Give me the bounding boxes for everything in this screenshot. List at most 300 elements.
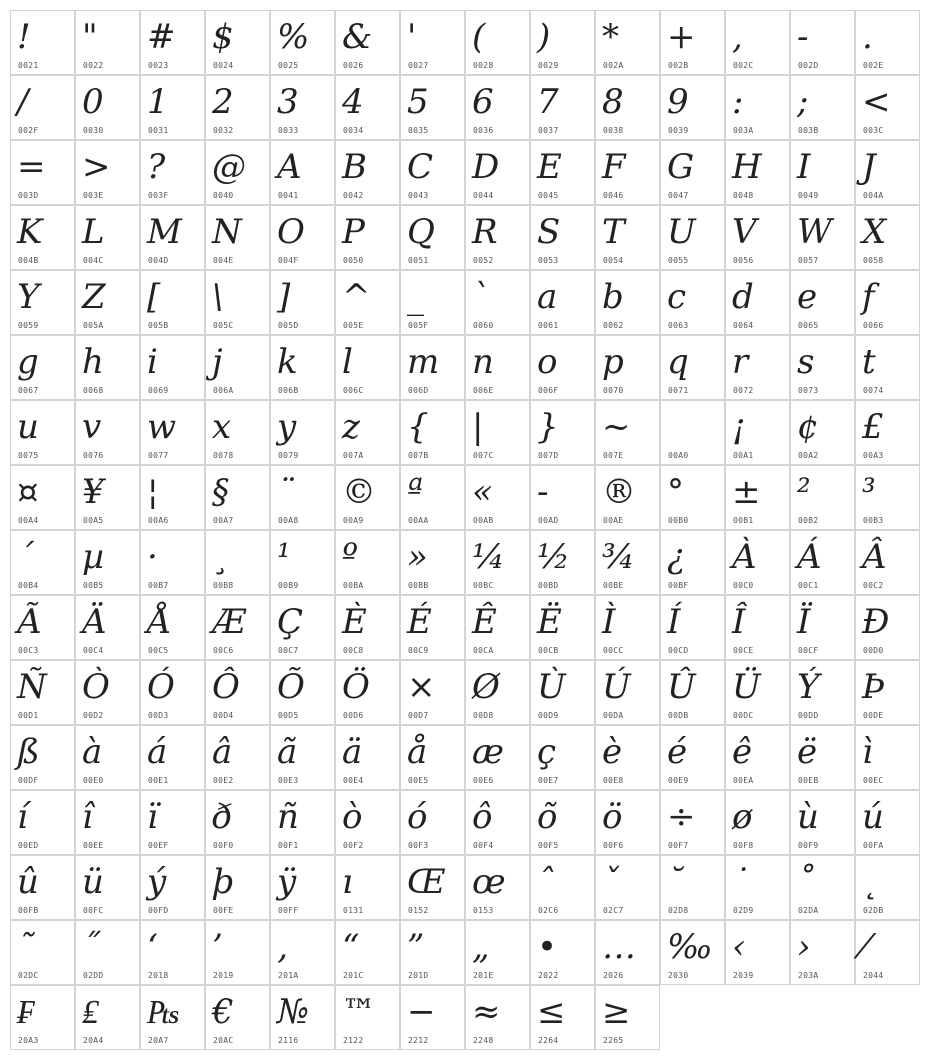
glyph-cell [855, 335, 920, 400]
glyph-cell [660, 790, 725, 855]
glyph-codepoint: 2030 [668, 971, 689, 980]
glyph-char: ¿ [667, 537, 686, 577]
glyph-char: Y [17, 277, 40, 317]
glyph-cell [660, 75, 725, 140]
glyph-cell [725, 790, 790, 855]
glyph-codepoint: 00A0 [668, 451, 689, 460]
glyph-char: h [82, 342, 104, 382]
glyph-codepoint: 0065 [798, 321, 819, 330]
glyph-codepoint: 00F0 [213, 841, 234, 850]
glyph-char: á [147, 732, 168, 772]
glyph-char: 9 [667, 82, 689, 122]
glyph-char: ï [147, 797, 158, 837]
glyph-codepoint: 00F8 [733, 841, 754, 850]
glyph-codepoint: 0066 [863, 321, 884, 330]
glyph-char: § [212, 472, 229, 512]
glyph-codepoint: 2116 [278, 1036, 299, 1045]
glyph-char: ˛ [862, 862, 879, 902]
glyph-char: ¤ [17, 472, 39, 512]
glyph-char: Ü [732, 667, 761, 707]
glyph-codepoint: 00BF [668, 581, 689, 590]
glyph-char: n [472, 342, 494, 382]
glyph-cell [400, 595, 465, 660]
glyph-codepoint: 004E [213, 256, 234, 265]
glyph-char: ° [667, 472, 684, 512]
glyph-char: J [862, 147, 876, 187]
glyph-char: ˜ [17, 927, 34, 967]
glyph-char: - [797, 17, 809, 57]
glyph-char: * [602, 17, 619, 57]
glyph-codepoint: 00A2 [798, 451, 819, 460]
glyph-codepoint: 201A [278, 971, 299, 980]
glyph-char: » [407, 537, 428, 577]
glyph-cell [140, 335, 205, 400]
glyph-codepoint: 0152 [408, 906, 429, 915]
glyph-char: ₧ [147, 992, 181, 1032]
glyph-char: ˚ [797, 862, 814, 902]
glyph-cell [595, 75, 660, 140]
glyph-cell [725, 725, 790, 790]
glyph-cell [335, 595, 400, 660]
glyph-cell [855, 530, 920, 595]
glyph-char: ≤ [537, 992, 566, 1032]
glyph-cell [790, 855, 855, 920]
glyph-cell [270, 790, 335, 855]
glyph-char: Æ [212, 602, 247, 642]
glyph-cell [140, 75, 205, 140]
glyph-cell [725, 595, 790, 660]
glyph-char: ± [732, 472, 761, 512]
glyph-cell [855, 855, 920, 920]
glyph-cell [725, 270, 790, 335]
glyph-codepoint: 00A8 [278, 516, 299, 525]
glyph-cell [595, 140, 660, 205]
glyph-char: 5 [407, 82, 429, 122]
glyph-codepoint: 00C6 [213, 646, 234, 655]
glyph-char: „ [472, 927, 490, 967]
glyph-cell [75, 660, 140, 725]
glyph-cell [660, 205, 725, 270]
glyph-char: ø [732, 797, 753, 837]
glyph-codepoint: 0060 [473, 321, 494, 330]
glyph-codepoint: 0051 [408, 256, 429, 265]
glyph-codepoint: 00AA [408, 516, 429, 525]
glyph-cell [595, 205, 660, 270]
glyph-char: ~ [602, 407, 631, 447]
glyph-codepoint: 006C [343, 386, 364, 395]
glyph-char: í [17, 797, 28, 837]
glyph-codepoint: 00C0 [733, 581, 754, 590]
glyph-codepoint: 0024 [213, 61, 234, 70]
glyph-codepoint: 00F1 [278, 841, 299, 850]
glyph-cell [335, 465, 400, 530]
glyph-char: ³ [862, 472, 876, 512]
glyph-char: ^ [342, 277, 371, 317]
glyph-codepoint: 2039 [733, 971, 754, 980]
glyph-codepoint: 006D [408, 386, 429, 395]
glyph-char: æ [472, 732, 504, 772]
glyph-char: I [797, 147, 811, 187]
glyph-codepoint: 0042 [343, 191, 364, 200]
glyph-char: Õ [277, 667, 305, 707]
glyph-cell [205, 790, 270, 855]
glyph-char: U [667, 212, 696, 252]
glyph-char: 1 [147, 82, 169, 122]
glyph-codepoint: 02D9 [733, 906, 754, 915]
glyph-char: t [862, 342, 876, 382]
glyph-codepoint: 00FB [18, 906, 39, 915]
glyph-char: × [407, 667, 436, 707]
glyph-codepoint: 00D5 [278, 711, 299, 720]
glyph-cell [725, 660, 790, 725]
glyph-char: ½ [537, 537, 570, 577]
glyph-char: Ý [797, 667, 820, 707]
glyph-cell [595, 10, 660, 75]
glyph-codepoint: 2248 [473, 1036, 494, 1045]
glyph-char: ® [602, 472, 636, 512]
glyph-char: = [17, 147, 46, 187]
glyph-char: № [277, 992, 310, 1032]
glyph-cell [140, 790, 205, 855]
glyph-char: Þ [862, 667, 885, 707]
glyph-cell [855, 920, 920, 985]
glyph-char: { [407, 407, 429, 447]
glyph-char: C [407, 147, 434, 187]
glyph-char: ⁄ [862, 927, 868, 967]
glyph-cell [530, 335, 595, 400]
glyph-cell [725, 465, 790, 530]
glyph-cell [335, 400, 400, 465]
glyph-grid [10, 10, 920, 1050]
glyph-cell [10, 920, 75, 985]
glyph-cell [140, 660, 205, 725]
glyph-codepoint: 0055 [668, 256, 689, 265]
glyph-codepoint: 00CD [668, 646, 689, 655]
glyph-codepoint: 0027 [408, 61, 429, 70]
glyph-char: H [732, 147, 762, 187]
glyph-cell [140, 140, 205, 205]
glyph-cell [660, 465, 725, 530]
glyph-char: z [342, 407, 360, 447]
glyph-cell [270, 530, 335, 595]
glyph-codepoint: 00E6 [473, 776, 494, 785]
glyph-char: P [342, 212, 365, 252]
glyph-cell [270, 270, 335, 335]
glyph-cell [530, 725, 595, 790]
glyph-cell [270, 335, 335, 400]
glyph-char: p [602, 342, 624, 382]
glyph-cell [400, 270, 465, 335]
glyph-char: ] [277, 277, 291, 317]
glyph-char: Ë [537, 602, 562, 642]
glyph-cell [465, 790, 530, 855]
glyph-cell [10, 725, 75, 790]
glyph-char: ¡ [732, 407, 746, 447]
glyph-char: i [147, 342, 158, 382]
glyph-cell [790, 270, 855, 335]
glyph-cell [725, 75, 790, 140]
glyph-codepoint: 02DD [83, 971, 104, 980]
glyph-codepoint: 0030 [83, 126, 104, 135]
glyph-cell [140, 530, 205, 595]
glyph-codepoint: 0054 [603, 256, 624, 265]
glyph-char: u [17, 407, 39, 447]
glyph-codepoint: 002C [733, 61, 754, 70]
glyph-codepoint: 0074 [863, 386, 884, 395]
glyph-cell [270, 10, 335, 75]
glyph-cell [10, 205, 75, 270]
glyph-char: , [732, 17, 743, 57]
glyph-codepoint: 0063 [668, 321, 689, 330]
glyph-codepoint: 00EB [798, 776, 819, 785]
glyph-codepoint: 00BE [603, 581, 624, 590]
glyph-codepoint: 00E4 [343, 776, 364, 785]
glyph-cell [140, 270, 205, 335]
glyph-char: Ç [277, 602, 304, 642]
glyph-cell [530, 660, 595, 725]
glyph-char: ¢ [797, 407, 819, 447]
glyph-char: Q [407, 212, 435, 252]
glyph-codepoint: 0073 [798, 386, 819, 395]
glyph-char: + [667, 17, 696, 57]
glyph-cell [400, 140, 465, 205]
glyph-codepoint: 00B3 [863, 516, 884, 525]
glyph-cell [595, 465, 660, 530]
glyph-cell [530, 790, 595, 855]
glyph-codepoint: 0040 [213, 191, 234, 200]
glyph-cell [75, 790, 140, 855]
glyph-codepoint: 005B [148, 321, 169, 330]
glyph-cell [660, 920, 725, 985]
glyph-char: © [342, 472, 376, 512]
glyph-char: 0 [82, 82, 104, 122]
glyph-char: Ã [17, 602, 42, 642]
glyph-cell [140, 400, 205, 465]
glyph-char: € [212, 992, 234, 1032]
glyph-cell [790, 335, 855, 400]
glyph-cell [205, 920, 270, 985]
glyph-cell [10, 530, 75, 595]
glyph-codepoint: 02DA [798, 906, 819, 915]
glyph-codepoint: 0070 [603, 386, 624, 395]
glyph-cell [660, 140, 725, 205]
glyph-cell [595, 855, 660, 920]
glyph-codepoint: 00DB [668, 711, 689, 720]
glyph-char: F [602, 147, 626, 187]
glyph-codepoint: 0035 [408, 126, 429, 135]
glyph-codepoint: 00E9 [668, 776, 689, 785]
glyph-cell [465, 335, 530, 400]
glyph-codepoint: 0037 [538, 126, 559, 135]
glyph-cell [205, 725, 270, 790]
glyph-codepoint: 00FA [863, 841, 884, 850]
glyph-char: Ò [82, 667, 110, 707]
glyph-cell [335, 530, 400, 595]
glyph-char: ¦ [147, 472, 159, 512]
glyph-codepoint: 00C7 [278, 646, 299, 655]
glyph-cell [595, 530, 660, 595]
glyph-char: þ [212, 862, 234, 902]
glyph-char: ‹ [732, 927, 746, 967]
glyph-codepoint: 0078 [213, 451, 234, 460]
glyph-cell [10, 855, 75, 920]
glyph-char: ú [862, 797, 884, 837]
glyph-char: _ [407, 277, 424, 317]
glyph-codepoint: 2212 [408, 1036, 429, 1045]
glyph-codepoint: 02C6 [538, 906, 559, 915]
glyph-char: À [732, 537, 757, 577]
glyph-codepoint: 00C9 [408, 646, 429, 655]
glyph-cell [465, 400, 530, 465]
glyph-char: î [82, 797, 93, 837]
glyph-codepoint: 0069 [148, 386, 169, 395]
glyph-cell [855, 205, 920, 270]
glyph-char: ˝ [82, 927, 99, 967]
glyph-cell [335, 75, 400, 140]
glyph-codepoint: 00B1 [733, 516, 754, 525]
glyph-codepoint: 00C4 [83, 646, 104, 655]
glyph-cell [335, 790, 400, 855]
glyph-char: y [277, 407, 297, 447]
glyph-cell [10, 985, 75, 1050]
glyph-char: Ú [602, 667, 631, 707]
glyph-cell [530, 140, 595, 205]
glyph-char: … [602, 927, 636, 967]
glyph-char: ! [17, 17, 31, 57]
glyph-codepoint: 004D [148, 256, 169, 265]
glyph-codepoint: 2022 [538, 971, 559, 980]
glyph-char: « [472, 472, 493, 512]
glyph-cell [790, 725, 855, 790]
glyph-cell [790, 205, 855, 270]
glyph-char: | [472, 407, 484, 447]
glyph-char: Ñ [17, 667, 47, 707]
glyph-codepoint: 0021 [18, 61, 39, 70]
glyph-char: ë [797, 732, 818, 772]
glyph-codepoint: 00F7 [668, 841, 689, 850]
glyph-char: ã [277, 732, 298, 772]
glyph-codepoint: 00DA [603, 711, 624, 720]
glyph-codepoint: 0049 [798, 191, 819, 200]
glyph-char: ç [537, 732, 557, 772]
glyph-cell [10, 400, 75, 465]
glyph-cell [335, 725, 400, 790]
glyph-codepoint: 002E [863, 61, 884, 70]
glyph-cell [530, 985, 595, 1050]
glyph-cell [595, 270, 660, 335]
glyph-cell [75, 400, 140, 465]
glyph-codepoint: 20A3 [18, 1036, 39, 1045]
glyph-codepoint: 006B [278, 386, 299, 395]
glyph-char: < [862, 82, 891, 122]
glyph-cell [335, 10, 400, 75]
glyph-cell [400, 10, 465, 75]
glyph-char: s [797, 342, 815, 382]
glyph-codepoint: 00E0 [83, 776, 104, 785]
glyph-codepoint: 00CE [733, 646, 754, 655]
glyph-cell [140, 855, 205, 920]
glyph-char: ˙ [732, 862, 749, 902]
glyph-codepoint: 007B [408, 451, 429, 460]
glyph-char: £ [862, 407, 884, 447]
glyph-cell [790, 595, 855, 660]
glyph-char: ä [342, 732, 363, 772]
glyph-char: b [602, 277, 624, 317]
glyph-codepoint: 0038 [603, 126, 624, 135]
glyph-codepoint: 00D2 [83, 711, 104, 720]
glyph-char: ˇ [602, 862, 619, 902]
glyph-char: Ê [472, 602, 497, 642]
glyph-codepoint: 0032 [213, 126, 234, 135]
glyph-cell [790, 465, 855, 530]
glyph-cell [75, 205, 140, 270]
glyph-codepoint: 0077 [148, 451, 169, 460]
glyph-codepoint: 0064 [733, 321, 754, 330]
glyph-codepoint: 0043 [408, 191, 429, 200]
glyph-cell [660, 855, 725, 920]
glyph-cell [75, 270, 140, 335]
glyph-cell [140, 595, 205, 660]
glyph-cell [725, 10, 790, 75]
glyph-codepoint: 003F [148, 191, 169, 200]
glyph-codepoint: 0023 [148, 61, 169, 70]
glyph-char: ² [797, 472, 811, 512]
glyph-cell [75, 10, 140, 75]
glyph-char: v [82, 407, 102, 447]
glyph-codepoint: 00D7 [408, 711, 429, 720]
glyph-cell [10, 75, 75, 140]
glyph-codepoint: 00CC [603, 646, 624, 655]
glyph-cell [335, 270, 400, 335]
glyph-char: ª [407, 472, 424, 512]
glyph-cell [140, 205, 205, 270]
glyph-cell [790, 920, 855, 985]
glyph-codepoint: 00D8 [473, 711, 494, 720]
glyph-codepoint: 003C [863, 126, 884, 135]
glyph-char: l [342, 342, 353, 382]
glyph-codepoint: 00F3 [408, 841, 429, 850]
glyph-codepoint: 00A3 [863, 451, 884, 460]
glyph-cell [335, 920, 400, 985]
glyph-codepoint: 203A [798, 971, 819, 980]
glyph-cell [660, 10, 725, 75]
glyph-codepoint: 0067 [18, 386, 39, 395]
glyph-cell [595, 725, 660, 790]
glyph-cell [270, 465, 335, 530]
glyph-char: d [732, 277, 754, 317]
glyph-cell [530, 270, 595, 335]
glyph-codepoint: 00AB [473, 516, 494, 525]
glyph-char: a [537, 277, 558, 317]
glyph-cell [855, 725, 920, 790]
glyph-cell [270, 595, 335, 660]
glyph-codepoint: 00A6 [148, 516, 169, 525]
glyph-cell [75, 465, 140, 530]
glyph-codepoint: 00D6 [343, 711, 364, 720]
glyph-cell [400, 920, 465, 985]
glyph-codepoint: 0044 [473, 191, 494, 200]
glyph-char: ˘ [667, 862, 684, 902]
glyph-cell [660, 660, 725, 725]
glyph-cell [530, 465, 595, 530]
glyph-char: 2 [212, 82, 234, 122]
glyph-codepoint: 004C [83, 256, 104, 265]
glyph-char: O [277, 212, 305, 252]
glyph-cell [75, 595, 140, 660]
glyph-cell [530, 920, 595, 985]
glyph-codepoint: 00B2 [798, 516, 819, 525]
glyph-cell [725, 400, 790, 465]
